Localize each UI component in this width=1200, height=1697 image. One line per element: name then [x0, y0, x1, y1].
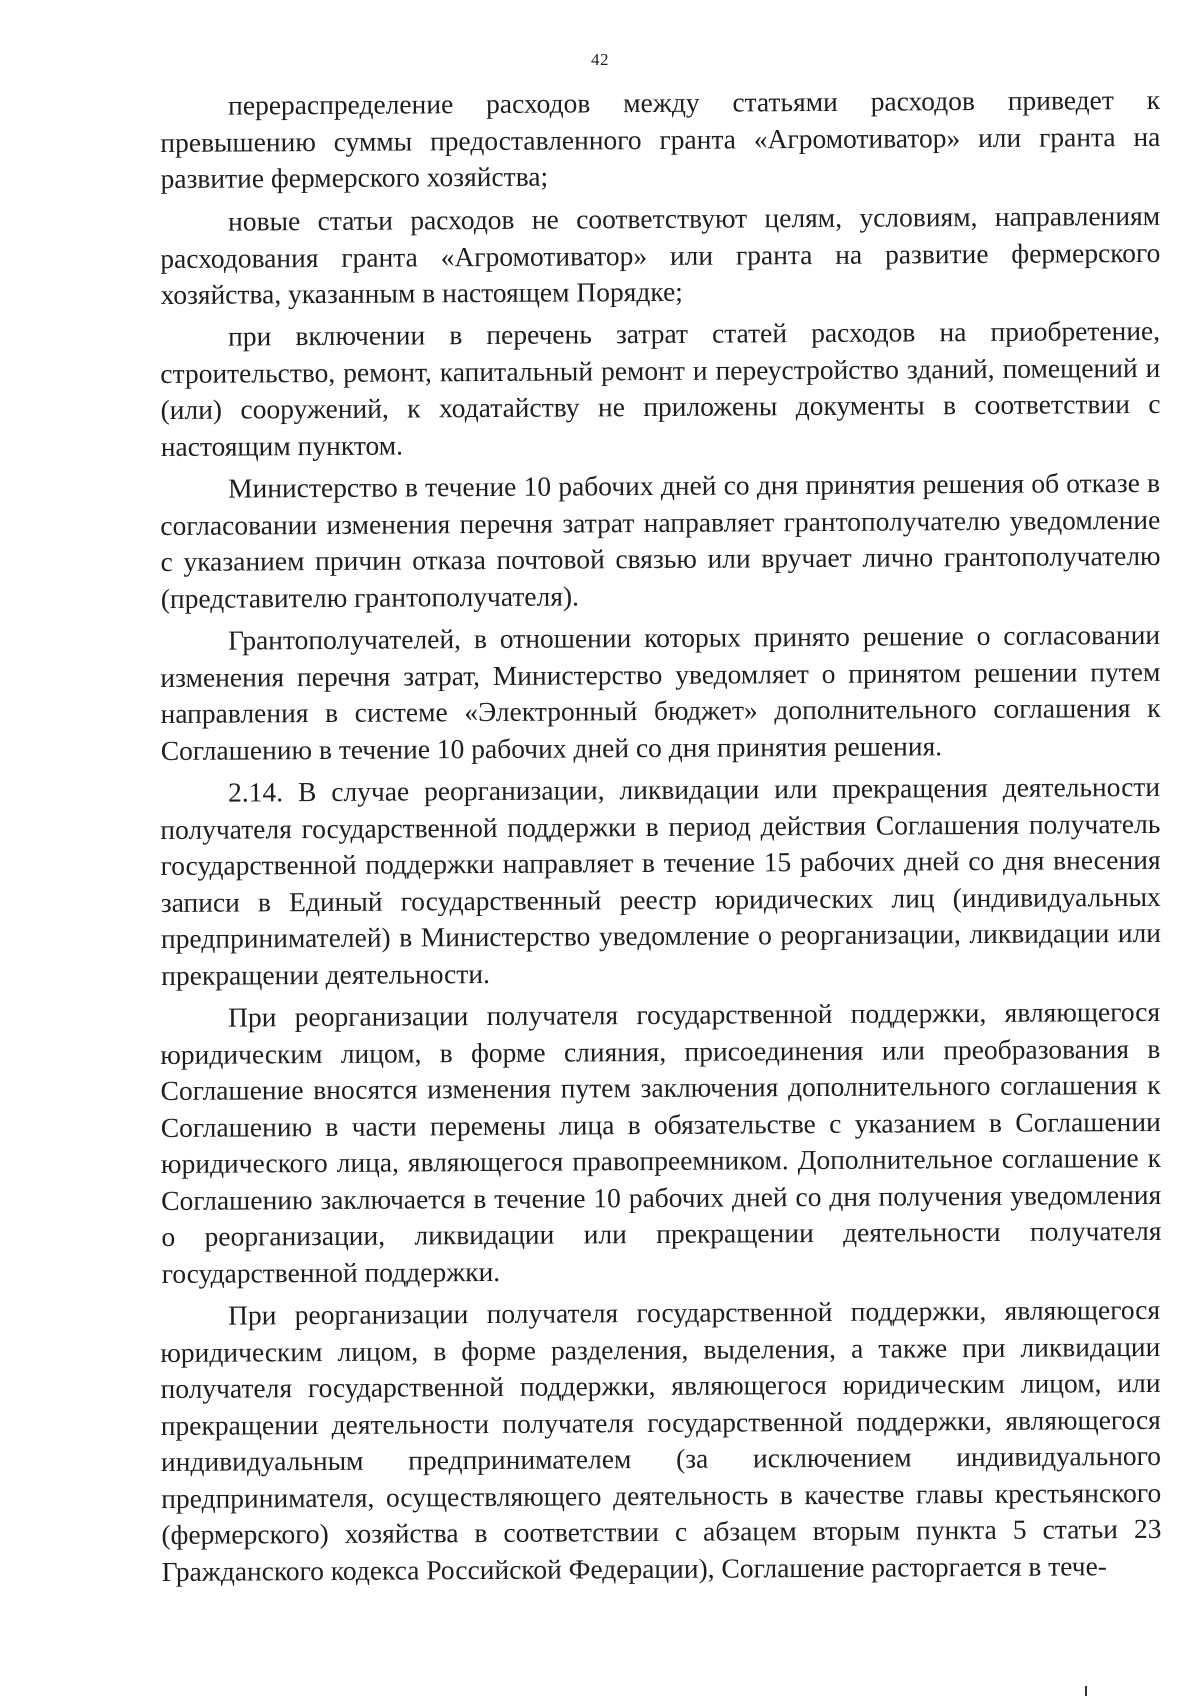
- paragraph-missing-documents-condition: при включении в перечень затрат статей расходов на приобретение, строительство, ремонт, капитальный ремонт и переустройство зданий, помещений и (или) сооружений, к ходатайству не приложены документы в соответствии с настоящим пунктом.: [160, 314, 1161, 462]
- paragraph-separation-liquidation: При реорганизации получателя государственной поддержки, являющегося юридическим лицом, в форме разделения, выделения, а также при ликвидации получателя государственной поддержки, являющегося юридическим лицом, или прекращении деятельности получателя государственной поддержки, являющегося индивидуальным предпринимателем (за исключением индивидуального предпринимателя, осуществляющего деятельность в качестве главы крестьянского (фермерского) хозяйства в соответствии с абзацем вторым пункта 5 статьи 23 Гражданского кодекса Российской Федерации), Соглашение расторгается в тече-: [160, 1293, 1162, 1587]
- paragraph-clause-2-14: 2.14. В случае реорганизации, ликвидации или прекращения деятельности получателя государственной поддержки в период действия Соглашения получатель государственной поддержки направляет в течение 15 рабочих дней со дня внесения записи в Единый государственный реестр юридических лиц (индивидуальных предпринимателей) в Министерство уведомление о реорганизации, ликвидации или прекращении деятельности.: [160, 770, 1162, 991]
- paragraph-approval-notification: Грантополучателей, в отношении которых принято решение о согласовании изменения перечня затрат, Министерство уведомляет о принятом решении путем направления в системе «Электронный бюджет» дополнительного соглашения к Соглашению в течение 10 рабочих дней со дня принятия решения.: [160, 618, 1161, 766]
- paragraph-overspend-condition: перераспределение расходов между статьями расходов приведет к превышению суммы предоставленного гранта «Агромотиватор» или гранта на развитие фермерского хозяйства;: [160, 83, 1161, 194]
- paragraph-merger-reorganization: При реорганизации получателя государственной поддержки, являющегося юридическим лицом, в форме слияния, присоединения или преобразования в Соглашение вносятся изменения путем заключения дополнительного соглашения к Соглашению в части перемены лица в обязательстве с указанием в Соглашении юридического лица, являющегося правопреемником. Дополнительное соглашение к Соглашению заключается в течение 10 рабочих дней со дня получения уведомления о реорганизации, ликвидации или прекращении деятельности получателя государственной поддержки.: [160, 995, 1162, 1289]
- scan-edge-mark: [1085, 1686, 1087, 1696]
- page-number: 42: [591, 50, 609, 69]
- paragraph-refusal-notification: Министерство в течение 10 рабочих дней со дня принятия решения об отказе в согласовании изменения перечня затрат направляет грантополучателю уведомление с указанием причин отказа почтовой связью или вручает лично грантополучателю (представителю грантополучателя).: [160, 466, 1161, 614]
- document-body: [160, 83, 1162, 1590]
- paragraph-new-expense-items-condition: новые статьи расходов не соответствуют целям, условиям, направлениям расходования гранта «Агромотиватор» или гранта на развитие фермерского хозяйства, указанным в настоящем Порядке;: [160, 199, 1161, 310]
